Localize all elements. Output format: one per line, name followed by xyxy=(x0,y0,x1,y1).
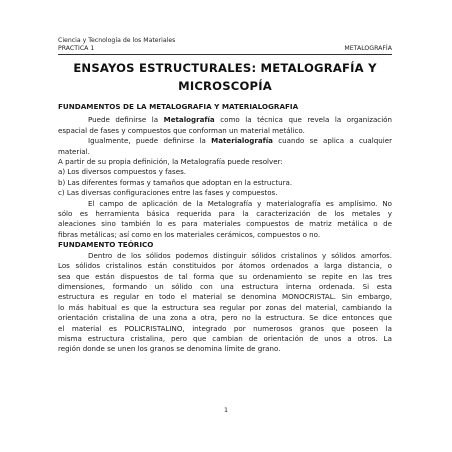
text-span: Puede definirse la xyxy=(88,115,164,125)
paragraph-line: A partir de su propia definición, la Metalografía puede resolver: xyxy=(58,157,283,167)
header-row xyxy=(58,45,392,53)
paragraph-line: lo más habitual es que la estructura sea regular por zonas del material, cambiando la xyxy=(58,302,392,312)
header-divider xyxy=(58,54,392,55)
paragraph-line: dimensiones, formando un sólido con una estructura interna ordenada. Si esta xyxy=(58,281,392,291)
list-item: c) Las diversas configuraciones entre las fases y compuestos. xyxy=(58,188,278,198)
page-title-line2: MICROSCOPÍA xyxy=(178,79,272,93)
text-span: como la técnica que revela la organización xyxy=(214,115,393,125)
section-heading-fundamento-teorico: FUNDAMENTO TEÓRICO xyxy=(58,240,154,250)
bold-term-materialografia: Materialografía xyxy=(211,136,273,146)
paragraph-line: Dentro de los sólidos podemos distinguir sólidos cristalinos y sólidos amorfos. xyxy=(88,250,392,260)
paragraph-line: Los sólidos cristalinos están constituidos por átomos ordenados a larga distancia, o xyxy=(58,261,392,271)
bold-term-metalografia: Metalografía xyxy=(163,115,215,125)
paragraph-line: el material es POLICRISTALINO, integrado por numerosos granos que poseen la xyxy=(58,323,392,333)
paragraph-line: material. xyxy=(58,146,90,156)
header-topic: METALOGRAFÍA xyxy=(344,45,392,52)
page-title-line1: ENSAYOS ESTRUCTURALES: METALOGRAFÍA Y xyxy=(73,61,377,75)
page-number: 1 xyxy=(223,406,229,414)
text-span: Igualmente, puede definirse la xyxy=(88,136,212,146)
paragraph-line: espacial de fases y compuestos que conforman un material metálico. xyxy=(58,125,305,135)
header-practice: PRACTICA 1 xyxy=(58,45,95,52)
list-item: b) Las diferentes formas y tamaños que adoptan en la estructura. xyxy=(58,177,293,187)
paragraph-line: sólo es herramienta básica requerida para la caracterización de los metales y xyxy=(58,209,392,219)
header-course: Ciencia y Tecnología de los Materiales xyxy=(58,37,176,44)
text-span: cuando se aplica a cualquier xyxy=(272,136,392,146)
paragraph-line: región donde se unen los granos se denomina límite de grano. xyxy=(58,344,281,354)
paragraph-line xyxy=(58,115,392,125)
paragraph-line: aleaciones sino también lo es para materiales compuestos de matriz metálica o de xyxy=(58,219,392,229)
list-item: a) Los diversos compuestos y fases. xyxy=(58,167,187,177)
paragraph-line: sea que están dispuestos de tal forma que su ordenamiento se repite en las tres xyxy=(58,271,392,281)
paragraph-line: fibras metálicas; así como en los materiales cerámicos, compuestos o no. xyxy=(58,229,321,239)
document-body xyxy=(58,102,392,355)
section-heading-fundamentos: FUNDAMENTOS DE LA METALOGRAFIA Y MATERIALOGRAFIA xyxy=(58,102,299,111)
paragraph-line: misma estructura cristalina, pero que cambian de orientación de unos a otros. La xyxy=(58,333,392,343)
paragraph-line: El campo de aplicación de la Metalografía y materialografía es amplísimo. No xyxy=(88,198,392,208)
paragraph-line: orientación cristalina de una zona a otra, pero no la estructura. Se dice entonces que xyxy=(58,313,392,323)
paragraph-line: estructura es regular en todo el material se denomina MONOCRISTAL. Sin embargo, xyxy=(58,292,392,302)
paragraph-line xyxy=(58,136,392,146)
